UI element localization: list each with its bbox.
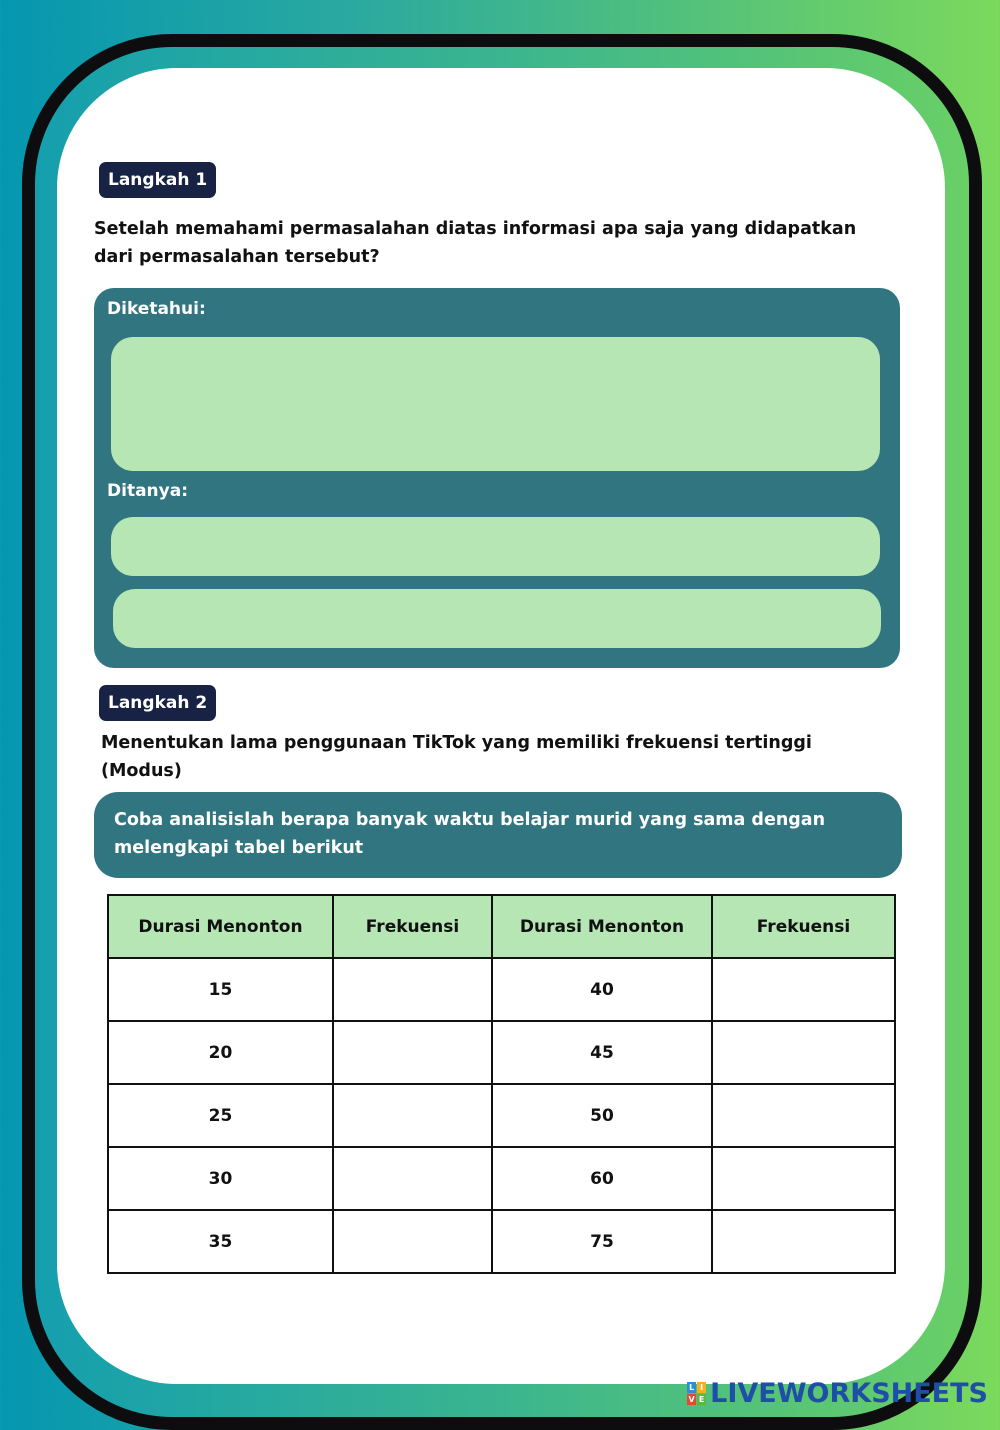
duration-cell: 75 <box>492 1210 712 1273</box>
table-row <box>108 1210 895 1273</box>
header-frequency-2: Frekuensi <box>712 895 895 958</box>
table-header-row <box>108 895 895 958</box>
frequency-input-cell[interactable] <box>333 1021 492 1084</box>
step1-prompt-line1: Setelah memahami permasalahan diatas informasi apa saja yang didapatkan <box>94 219 857 239</box>
header-duration-1: Durasi Menonton <box>108 895 333 958</box>
duration-cell: 60 <box>492 1147 712 1210</box>
duration-cell: 50 <box>492 1084 712 1147</box>
duration-cell: 15 <box>108 958 333 1021</box>
instruction-line2: melengkapi tabel berikut <box>114 838 364 858</box>
liveworksheets-logo <box>687 1378 988 1408</box>
frequency-input-cell[interactable] <box>712 1084 895 1147</box>
frequency-input-cell[interactable] <box>712 1147 895 1210</box>
table-row <box>108 1084 895 1147</box>
frequency-input-cell[interactable] <box>333 1210 492 1273</box>
duration-cell: 30 <box>108 1147 333 1210</box>
asked-label: Ditanya: <box>107 481 188 501</box>
duration-cell: 20 <box>108 1021 333 1084</box>
frequency-input-cell[interactable] <box>333 958 492 1021</box>
step1-prompt <box>94 215 914 271</box>
frequency-input-cell[interactable] <box>712 1210 895 1273</box>
known-answer-box[interactable] <box>111 337 880 471</box>
known-label: Diketahui: <box>107 299 206 319</box>
frequency-table <box>107 894 896 1274</box>
instruction-line1: Coba analisislah berapa banyak waktu belajar murid yang sama dengan <box>114 810 826 830</box>
instruction-box <box>94 792 902 878</box>
table-row <box>108 1021 895 1084</box>
frequency-input-cell[interactable] <box>333 1084 492 1147</box>
asked-answer-box-1[interactable] <box>111 517 880 576</box>
header-frequency-1: Frekuensi <box>333 895 492 958</box>
step2-badge: Langkah 2 <box>99 685 216 721</box>
step2-prompt-line2: (Modus) <box>101 761 182 781</box>
table-row <box>108 958 895 1021</box>
step1-prompt-line2: dari permasalahan tersebut? <box>94 247 380 267</box>
frequency-input-cell[interactable] <box>712 958 895 1021</box>
frequency-input-cell[interactable] <box>712 1021 895 1084</box>
step1-badge: Langkah 1 <box>99 162 216 198</box>
table-row <box>108 1147 895 1210</box>
duration-cell: 45 <box>492 1021 712 1084</box>
logo-text: LIVEWORKSHEETS <box>710 1377 988 1409</box>
duration-cell: 25 <box>108 1084 333 1147</box>
logo-mark-icon: L I V E <box>688 1382 705 1404</box>
duration-cell: 35 <box>108 1210 333 1273</box>
step2-prompt-line1: Menentukan lama penggunaan TikTok yang memiliki frekuensi tertinggi <box>101 733 812 753</box>
step2-prompt <box>101 729 901 785</box>
asked-answer-box-2[interactable] <box>113 589 881 648</box>
header-duration-2: Durasi Menonton <box>492 895 712 958</box>
frequency-input-cell[interactable] <box>333 1147 492 1210</box>
duration-cell: 40 <box>492 958 712 1021</box>
